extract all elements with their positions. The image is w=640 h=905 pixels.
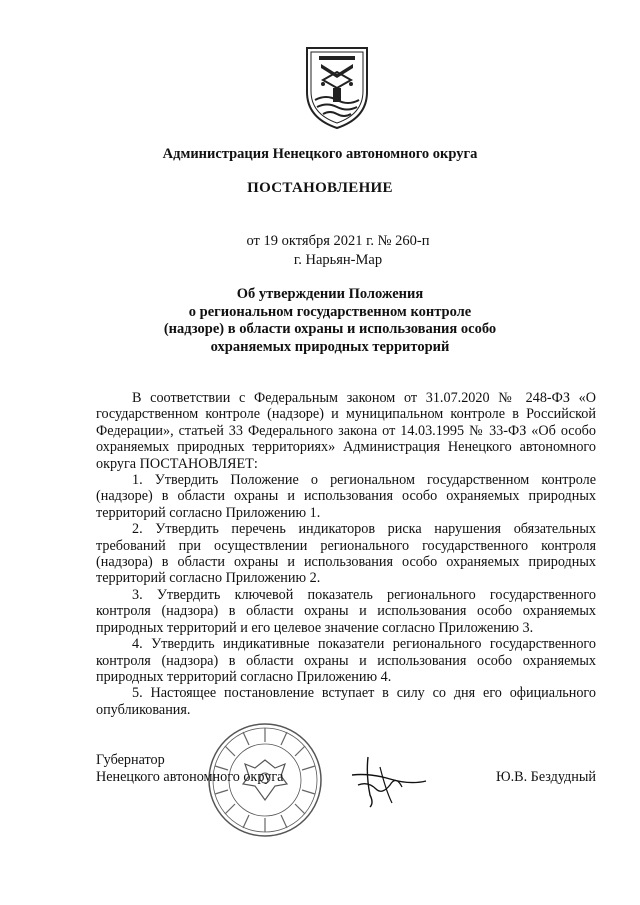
title-line: Об утверждении Положения xyxy=(236,286,424,302)
clause-5: 5. Настоящее постановление вступает в силу со дня его официального опубликования. xyxy=(96,685,596,718)
title-line: (надзоре) в области охраны и использования особо xyxy=(163,321,497,337)
clause-2: 2. Утвердить перечень индикаторов риска нарушения обязательных требований при осуществлении регионального государственного контроля (надзора) в области охраны и использования особо охраняемых природных территорий согласно Приложению 2. xyxy=(96,521,596,587)
signature-block xyxy=(96,752,596,852)
document-title xyxy=(160,286,500,356)
organization-name: Администрация Ненецкого автономного округа xyxy=(162,146,478,162)
clause-3: 3. Утвердить ключевой показатель регионального государственного контроля (надзора) в области охраны и использования особо охраняемых природных территорий и его целевое значение согласно Приложению 3. xyxy=(96,586,596,636)
title-line: о региональном государственном контроле xyxy=(188,303,472,320)
signatory-post xyxy=(96,752,283,786)
document-type: ПОСТАНОВЛЕНИЕ xyxy=(247,180,393,196)
clause-4: 4. Утвердить индикативные показатели регионального государственного контроля (надзора) в области охраны и использования особо охраняемых природных территорий согласно Приложению 4. xyxy=(96,636,596,685)
date-and-number: от 19 октября 2021 г. № 260-п xyxy=(246,233,430,249)
city: г. Нарьян-Мар xyxy=(293,252,383,268)
signatory-name: Ю.В. Бездудный xyxy=(495,769,596,785)
post-line: Губернатор xyxy=(96,752,165,768)
preamble-paragraph: В соответствии с Федеральным законом от 31.07.2020 № 248-ФЗ «О государственном контроле (надзоре) и муниципальном контроле в Российской Федерации», статьей 33 Федерального закона от 14.03.1995 № 33-ФЗ «Об особо охраняемых природных территориях» Администрация Ненецкого автономного округа ПОСТАНОВЛЯЕТ: xyxy=(96,390,596,472)
title-line: охраняемых природных территорий xyxy=(210,338,450,355)
clause-1: 1. Утвердить Положение о региональном государственном контроле (надзоре) в области охраны и использования особо охраняемых природных территорий согласно Приложению 1. xyxy=(96,472,596,521)
coat-of-arms-icon xyxy=(301,44,373,130)
post-line: Ненецкого автономного округа xyxy=(96,769,284,785)
document-body xyxy=(96,390,596,718)
